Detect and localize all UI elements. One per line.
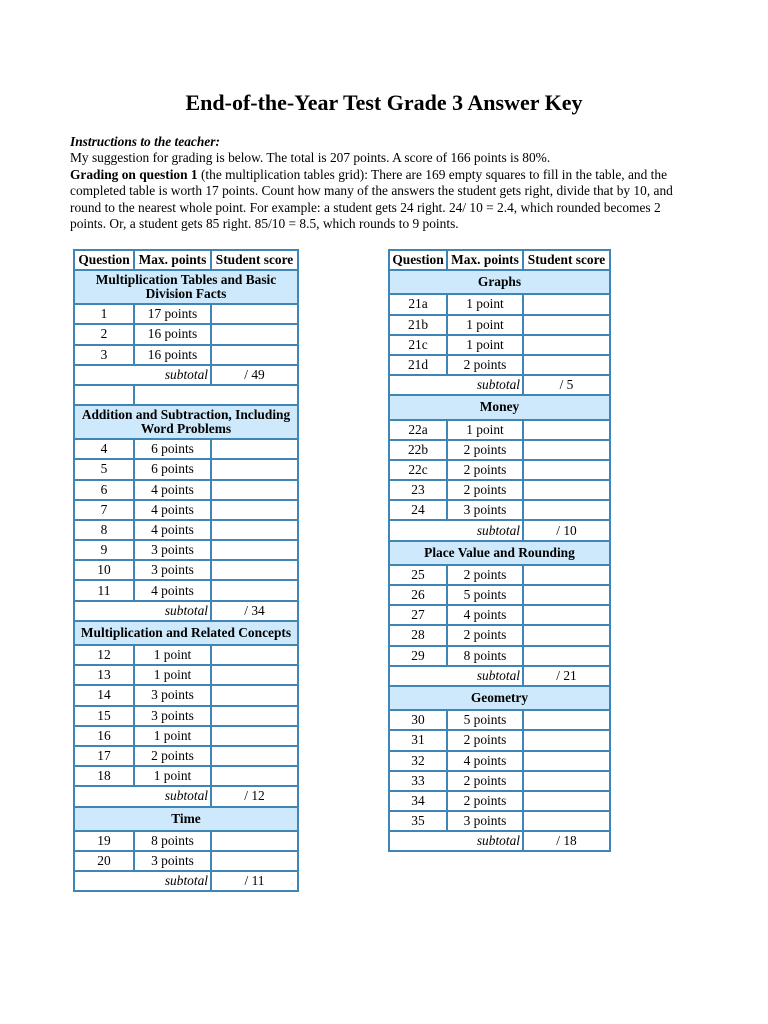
max-points: 2 points [447,440,523,460]
question-number: 21b [389,315,447,335]
student-score-cell[interactable] [211,324,298,344]
student-score-cell[interactable] [211,439,298,459]
question-row [74,345,298,365]
max-points: 4 points [134,520,211,540]
max-points: 8 points [134,831,211,851]
question-row [389,565,610,585]
question-number: 33 [389,771,447,791]
question-row [389,751,610,771]
question-row [389,730,610,750]
student-score-cell[interactable] [523,440,610,460]
max-points: 16 points [134,324,211,344]
question-row [389,440,610,460]
question-number: 11 [74,580,134,600]
question-number: 20 [74,851,134,871]
question-number: 8 [74,520,134,540]
max-points: 1 point [134,665,211,685]
question-row [389,460,610,480]
subtotal-label: subtotal [74,365,211,385]
question-row [389,710,610,730]
max-points: 3 points [447,500,523,520]
question-row [74,439,298,459]
student-score-cell[interactable] [211,500,298,520]
question-row [74,540,298,560]
question-number: 21a [389,294,447,314]
max-points: 3 points [134,685,211,705]
student-score-cell[interactable] [211,304,298,324]
subtotal-row [74,871,298,891]
max-points: 3 points [134,560,211,580]
answer-key-table-right [388,249,611,852]
section-title: Money [389,395,610,419]
student-score-cell[interactable] [523,294,610,314]
student-score-cell[interactable] [211,459,298,479]
student-score-cell[interactable] [523,565,610,585]
subtotal-value[interactable]: / 11 [211,871,298,891]
question-row [74,726,298,746]
student-score-cell[interactable] [523,625,610,645]
student-score-cell[interactable] [523,355,610,375]
question-row [74,480,298,500]
question-number: 34 [389,791,447,811]
section-title: Multiplication and Related Concepts [74,621,298,645]
header-question: Question [389,250,447,270]
max-points: 5 points [447,710,523,730]
subtotal-row [389,375,610,395]
question-row [74,706,298,726]
student-score-cell[interactable] [211,851,298,871]
question-row [74,665,298,685]
section-title: Time [74,807,298,831]
question-number: 12 [74,645,134,665]
section-header-row [389,686,610,710]
max-points: 1 point [447,420,523,440]
max-points: 1 point [447,294,523,314]
subtotal-label: subtotal [74,601,211,621]
max-points: 8 points [447,646,523,666]
spacer-row [74,385,298,405]
table-header-row [389,250,610,270]
question-number: 15 [74,706,134,726]
table-header-row [74,250,298,270]
section-header-row [389,270,610,294]
question-row [74,831,298,851]
subtotal-row [389,520,610,540]
question-number: 5 [74,459,134,479]
question-row [389,480,610,500]
student-score-cell[interactable] [211,520,298,540]
question-row [389,771,610,791]
question-number: 10 [74,560,134,580]
instructions-q1-paragraph [70,167,700,233]
subtotal-row [389,666,610,686]
student-score-cell[interactable] [523,811,610,831]
section-header-row [74,621,298,645]
max-points: 6 points [134,439,211,459]
question-number: 16 [74,726,134,746]
question-number: 23 [389,480,447,500]
max-points: 4 points [447,605,523,625]
student-score-cell[interactable] [211,706,298,726]
header-student-score: Student score [211,250,298,270]
max-points: 3 points [447,811,523,831]
question-row [74,645,298,665]
teacher-instructions [70,134,700,232]
question-number: 21d [389,355,447,375]
question-number: 3 [74,345,134,365]
max-points: 2 points [447,480,523,500]
section-title: Place Value and Rounding [389,541,610,565]
student-score-cell[interactable] [523,605,610,625]
subtotal-label: subtotal [74,786,211,806]
header-max-points: Max. points [447,250,523,270]
subtotal-label: subtotal [389,831,523,851]
q1-label: Grading on question 1 [70,166,198,182]
max-points: 16 points [134,345,211,365]
student-score-cell[interactable] [523,315,610,335]
subtotal-value[interactable]: / 21 [523,666,610,686]
section-header-row [389,395,610,419]
max-points: 17 points [134,304,211,324]
max-points: 4 points [134,500,211,520]
right-table-body [389,250,610,851]
section-header-row [74,405,298,439]
subtotal-row [74,365,298,385]
max-points: 2 points [447,460,523,480]
max-points: 5 points [447,585,523,605]
question-number: 22b [389,440,447,460]
max-points: 1 point [134,726,211,746]
subtotal-row [74,601,298,621]
question-row [389,811,610,831]
section-title: Multiplication Tables and Basic Division Facts [74,270,298,304]
student-score-cell[interactable] [211,831,298,851]
max-points: 2 points [447,771,523,791]
subtotal-value[interactable]: / 12 [211,786,298,806]
student-score-cell[interactable] [523,751,610,771]
question-row [389,420,610,440]
student-score-cell[interactable] [523,646,610,666]
max-points: 2 points [447,625,523,645]
question-row [389,585,610,605]
question-row [389,791,610,811]
question-row [74,520,298,540]
question-number: 21c [389,335,447,355]
student-score-cell[interactable] [523,585,610,605]
student-score-cell[interactable] [211,645,298,665]
subtotal-row [389,831,610,851]
question-row [74,500,298,520]
max-points: 1 point [447,335,523,355]
subtotal-value[interactable]: / 18 [523,831,610,851]
subtotal-value[interactable]: / 49 [211,365,298,385]
question-row [389,355,610,375]
subtotal-row [74,786,298,806]
max-points: 3 points [134,540,211,560]
question-row [389,500,610,520]
student-score-cell[interactable] [211,540,298,560]
max-points: 1 point [134,766,211,786]
student-score-cell[interactable] [523,335,610,355]
question-row [74,560,298,580]
max-points: 2 points [447,565,523,585]
subtotal-label: subtotal [74,871,211,891]
question-row [389,335,610,355]
max-points: 4 points [134,480,211,500]
question-number: 24 [389,500,447,520]
max-points: 4 points [447,751,523,771]
instructions-heading: Instructions to the teacher: [70,134,220,149]
max-points: 2 points [447,730,523,750]
max-points: 1 point [447,315,523,335]
subtotal-label: subtotal [389,666,523,686]
question-row [389,294,610,314]
subtotal-label: subtotal [389,520,523,540]
question-number: 19 [74,831,134,851]
student-score-cell[interactable] [211,345,298,365]
question-number: 32 [389,751,447,771]
max-points: 4 points [134,580,211,600]
max-points: 3 points [134,851,211,871]
student-score-cell[interactable] [523,791,610,811]
question-number: 30 [389,710,447,730]
header-max-points: Max. points [134,250,211,270]
question-row [389,315,610,335]
student-score-cell[interactable] [523,771,610,791]
section-title: Addition and Subtraction, Including Word Problems [74,405,298,439]
question-number: 14 [74,685,134,705]
question-number: 6 [74,480,134,500]
max-points: 2 points [447,791,523,811]
question-number: 4 [74,439,134,459]
question-number: 17 [74,746,134,766]
max-points: 2 points [447,355,523,375]
section-title: Geometry [389,686,610,710]
student-score-cell[interactable] [211,580,298,600]
student-score-cell[interactable] [211,726,298,746]
question-number: 9 [74,540,134,560]
student-score-cell[interactable] [523,480,610,500]
student-score-cell[interactable] [211,766,298,786]
max-points: 3 points [134,706,211,726]
question-row [74,580,298,600]
spacer-cell [74,385,134,405]
header-question: Question [74,250,134,270]
subtotal-value[interactable]: / 5 [523,375,610,395]
question-number: 18 [74,766,134,786]
max-points: 1 point [134,645,211,665]
question-row [74,851,298,871]
student-score-cell[interactable] [211,560,298,580]
question-number: 7 [74,500,134,520]
subtotal-label: subtotal [389,375,523,395]
question-number: 22c [389,460,447,480]
answer-key-table-left [73,249,299,892]
student-score-cell[interactable] [523,420,610,440]
section-header-row [74,807,298,831]
subtotal-value[interactable]: / 10 [523,520,610,540]
question-row [74,459,298,479]
q1-text: (the multiplication tables grid): There are 169 empty squares to fill in the table, and the completed table is worth 17 points. Count how many of the answers the student gets right, divide that by 10, and round to the nearest whole point. For example: a student gets 24 right. 24/ 10 = 2.4, which rounded becomes 2 points. Or, a student gets 85 right. 85/10 = 8.5, which rounds to 9 points. [70,166,673,232]
question-number: 28 [389,625,447,645]
question-row [74,304,298,324]
question-number: 29 [389,646,447,666]
question-row [74,766,298,786]
max-points: 2 points [134,746,211,766]
student-score-cell[interactable] [523,710,610,730]
question-row [74,685,298,705]
question-row [389,625,610,645]
question-row [389,605,610,625]
header-student-score: Student score [523,250,610,270]
student-score-cell[interactable] [523,460,610,480]
page-title: End-of-the-Year Test Grade 3 Answer Key [185,90,583,115]
question-number: 1 [74,304,134,324]
student-score-cell[interactable] [211,665,298,685]
student-score-cell[interactable] [523,500,610,520]
question-row [389,646,610,666]
question-row [74,324,298,344]
student-score-cell[interactable] [211,746,298,766]
question-row [74,746,298,766]
student-score-cell[interactable] [211,685,298,705]
question-number: 22a [389,420,447,440]
left-table-body [74,250,298,891]
question-number: 31 [389,730,447,750]
spacer-cell [134,385,298,405]
question-number: 26 [389,585,447,605]
question-number: 25 [389,565,447,585]
instructions-total-line: My suggestion for grading is below. The total is 207 points. A score of 166 points is 80%. [70,150,551,166]
question-number: 13 [74,665,134,685]
student-score-cell[interactable] [523,730,610,750]
section-header-row [389,541,610,565]
student-score-cell[interactable] [211,480,298,500]
section-title: Graphs [389,270,610,294]
question-number: 35 [389,811,447,831]
subtotal-value[interactable]: / 34 [211,601,298,621]
section-header-row [74,270,298,304]
max-points: 6 points [134,459,211,479]
question-number: 2 [74,324,134,344]
question-number: 27 [389,605,447,625]
